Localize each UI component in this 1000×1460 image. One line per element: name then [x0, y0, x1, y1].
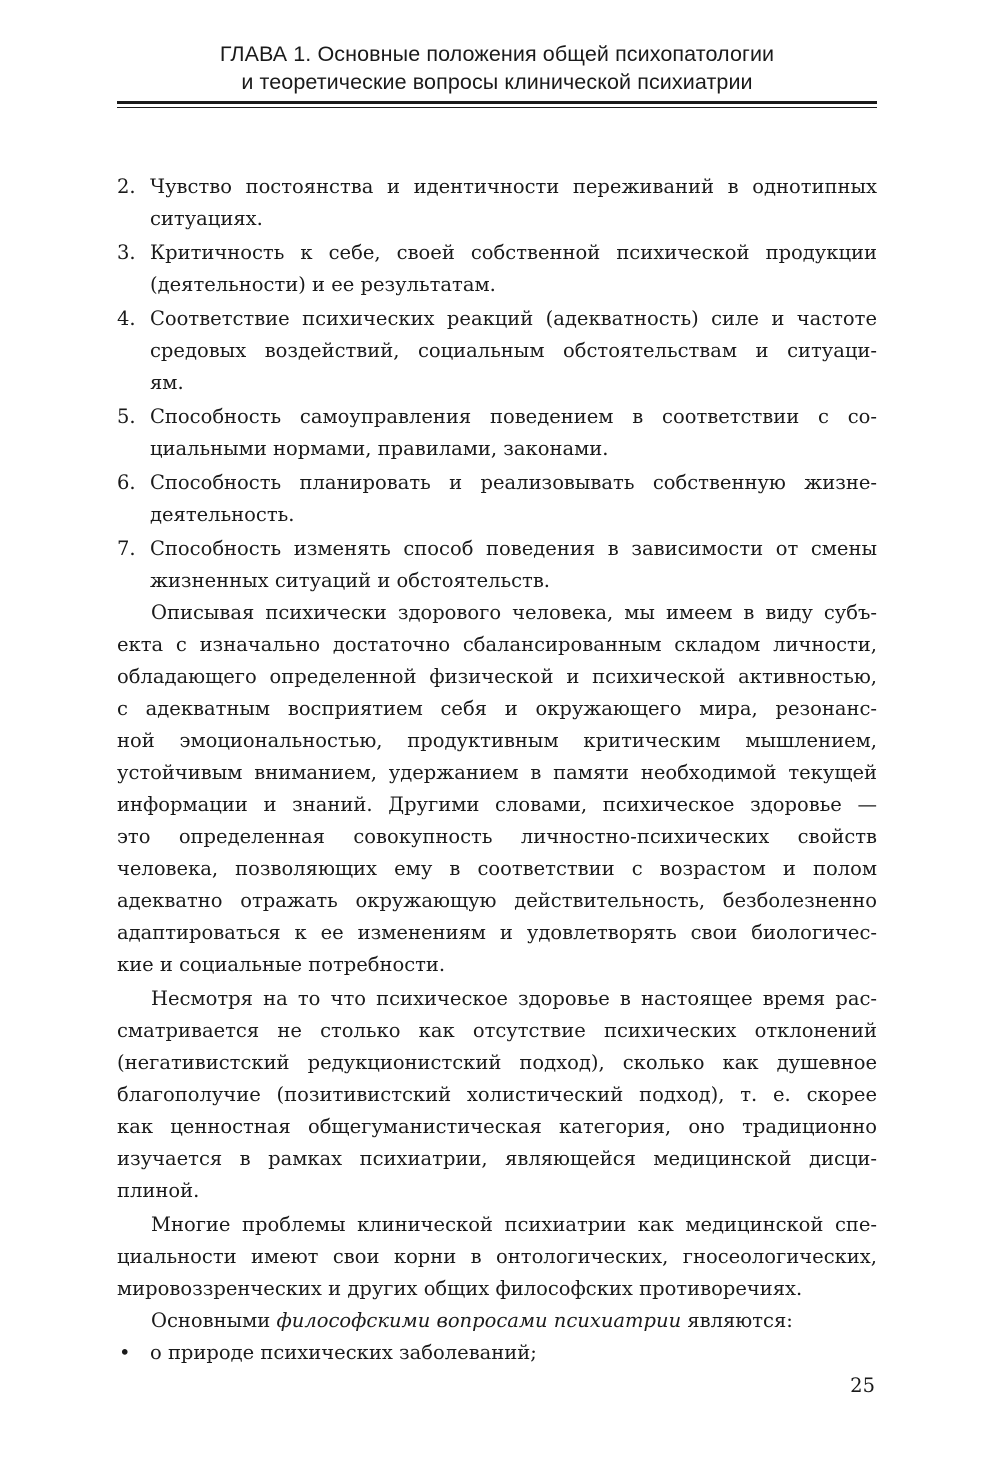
paragraph	[117, 1209, 877, 1305]
paragraph-line: ной эмоциональностью, продуктивным критическим мышлением,	[117, 729, 877, 752]
paragraph-line: адаптироваться к ее изменениям и удовлетворять свои биологичес-	[117, 921, 877, 944]
paragraph-line: мировоззренческих и других общих философских противоречиях.	[117, 1277, 803, 1300]
body-text	[117, 171, 877, 1369]
header-rule-thick	[117, 101, 877, 104]
questions-intro-line: Основными философскими вопросами психиатрии являются:	[151, 1309, 793, 1332]
paragraph-line: как ценностная общегуманистическая категория, оно традиционно	[117, 1115, 877, 1138]
paragraph-line: благополучие (позитивистский холистический подход), т. е. скорее	[117, 1083, 877, 1106]
bullet-list	[117, 1337, 877, 1369]
paragraph-line: обладающего определенной физической и психической активностью,	[117, 665, 877, 688]
list-item-number: 7.	[117, 537, 136, 560]
emphasis-text: философскими вопросами психиатрии	[276, 1309, 682, 1332]
list-item-line: циальными нормами, правилами, законами.	[150, 437, 609, 460]
list-item-line: 5. Способность самоуправления поведением в соответствии с со-	[117, 401, 877, 433]
paragraph-line: это определенная совокупность личностно-психических свойств	[117, 825, 877, 848]
page-number: 25	[850, 1374, 875, 1397]
paragraph-line: устойчивым вниманием, удержанием в памяти необходимой текущей	[117, 761, 877, 784]
list-item-line: 3. Критичность к себе, своей собственной психической продукции	[117, 237, 877, 269]
list-item	[117, 237, 877, 301]
list-item-line: 2. Чувство постоянства и идентичности переживаний в однотипных	[117, 171, 877, 203]
list-item-line: 6. Способность планировать и реализовывать собственную жизне-	[117, 467, 877, 499]
paragraph-line: изучается в рамках психиатрии, являющейся медицинской дисци-	[117, 1147, 877, 1170]
list-item-line: средовых воздействий, социальным обстоятельствам и ситуаци-	[150, 339, 877, 362]
paragraph-line: плиной.	[117, 1179, 200, 1202]
paragraph-line: Несмотря на то что психическое здоровье в настоящее время рас-	[151, 987, 877, 1010]
list-item-line: 4. Соответствие психических реакций (адекватность) силе и частоте	[117, 303, 877, 335]
list-item-line: ситуациях.	[150, 207, 263, 230]
list-item-number: 4.	[117, 307, 136, 330]
paragraph	[117, 983, 877, 1207]
list-item-line: ям.	[150, 371, 184, 394]
paragraph	[117, 1305, 877, 1337]
list-item-line: 7. Способность изменять способ поведения в зависимости от смены	[117, 533, 877, 565]
list-item-number: 6.	[117, 471, 136, 494]
paragraph-line: с адекватным восприятием себя и окружающего мира, резонанс-	[117, 697, 877, 720]
paragraph-line: информации и знаний. Другими словами, психическое здоровье —	[117, 793, 877, 816]
list-item-number: 5.	[117, 405, 136, 428]
running-header-line-1: ГЛАВА 1. Основные положения общей психопатологии	[219, 42, 775, 66]
bullet-item: • о природе психических заболеваний;	[117, 1337, 877, 1369]
list-item-line: жизненных ситуаций и обстоятельств.	[150, 569, 550, 592]
list-item	[117, 467, 877, 531]
list-item	[117, 303, 877, 399]
paragraph-line: (негативистский редукционистский подход), сколько как душевное	[117, 1051, 877, 1074]
paragraph-line: екта с изначально достаточно сбалансированным складом личности,	[117, 633, 877, 656]
bullet-icon: •	[119, 1341, 131, 1364]
header-rule-thin	[117, 107, 877, 108]
paragraph-line: кие и социальные потребности.	[117, 953, 446, 976]
list-item-number: 2.	[117, 175, 136, 198]
running-header	[117, 40, 877, 96]
list-item-number: 3.	[117, 241, 136, 264]
paragraph-line: циальности имеют свои корни в онтологических, гносеологических,	[117, 1245, 877, 1268]
paragraph-line: человека, позволяющих ему в соответствии с возрастом и полом	[117, 857, 877, 880]
running-header-line-2: и теоретические вопросы клинической психиатрии	[241, 70, 753, 94]
list-item	[117, 171, 877, 235]
list-item-line: (деятельности) и ее результатам.	[150, 273, 496, 296]
paragraph-line: адекватно отражать окружающую действительность, безболезненно	[117, 889, 877, 912]
paragraph-line: Многие проблемы клинической психиатрии как медицинской спе-	[151, 1213, 877, 1236]
paragraph-line: Описывая психически здорового человека, мы имеем в виду субъ-	[151, 601, 877, 624]
list-item	[117, 533, 877, 597]
list-item	[117, 401, 877, 465]
paragraph-line: сматривается не столько как отсутствие психических отклонений	[117, 1019, 877, 1042]
list-item-line: деятельность.	[150, 503, 295, 526]
paragraph	[117, 597, 877, 981]
